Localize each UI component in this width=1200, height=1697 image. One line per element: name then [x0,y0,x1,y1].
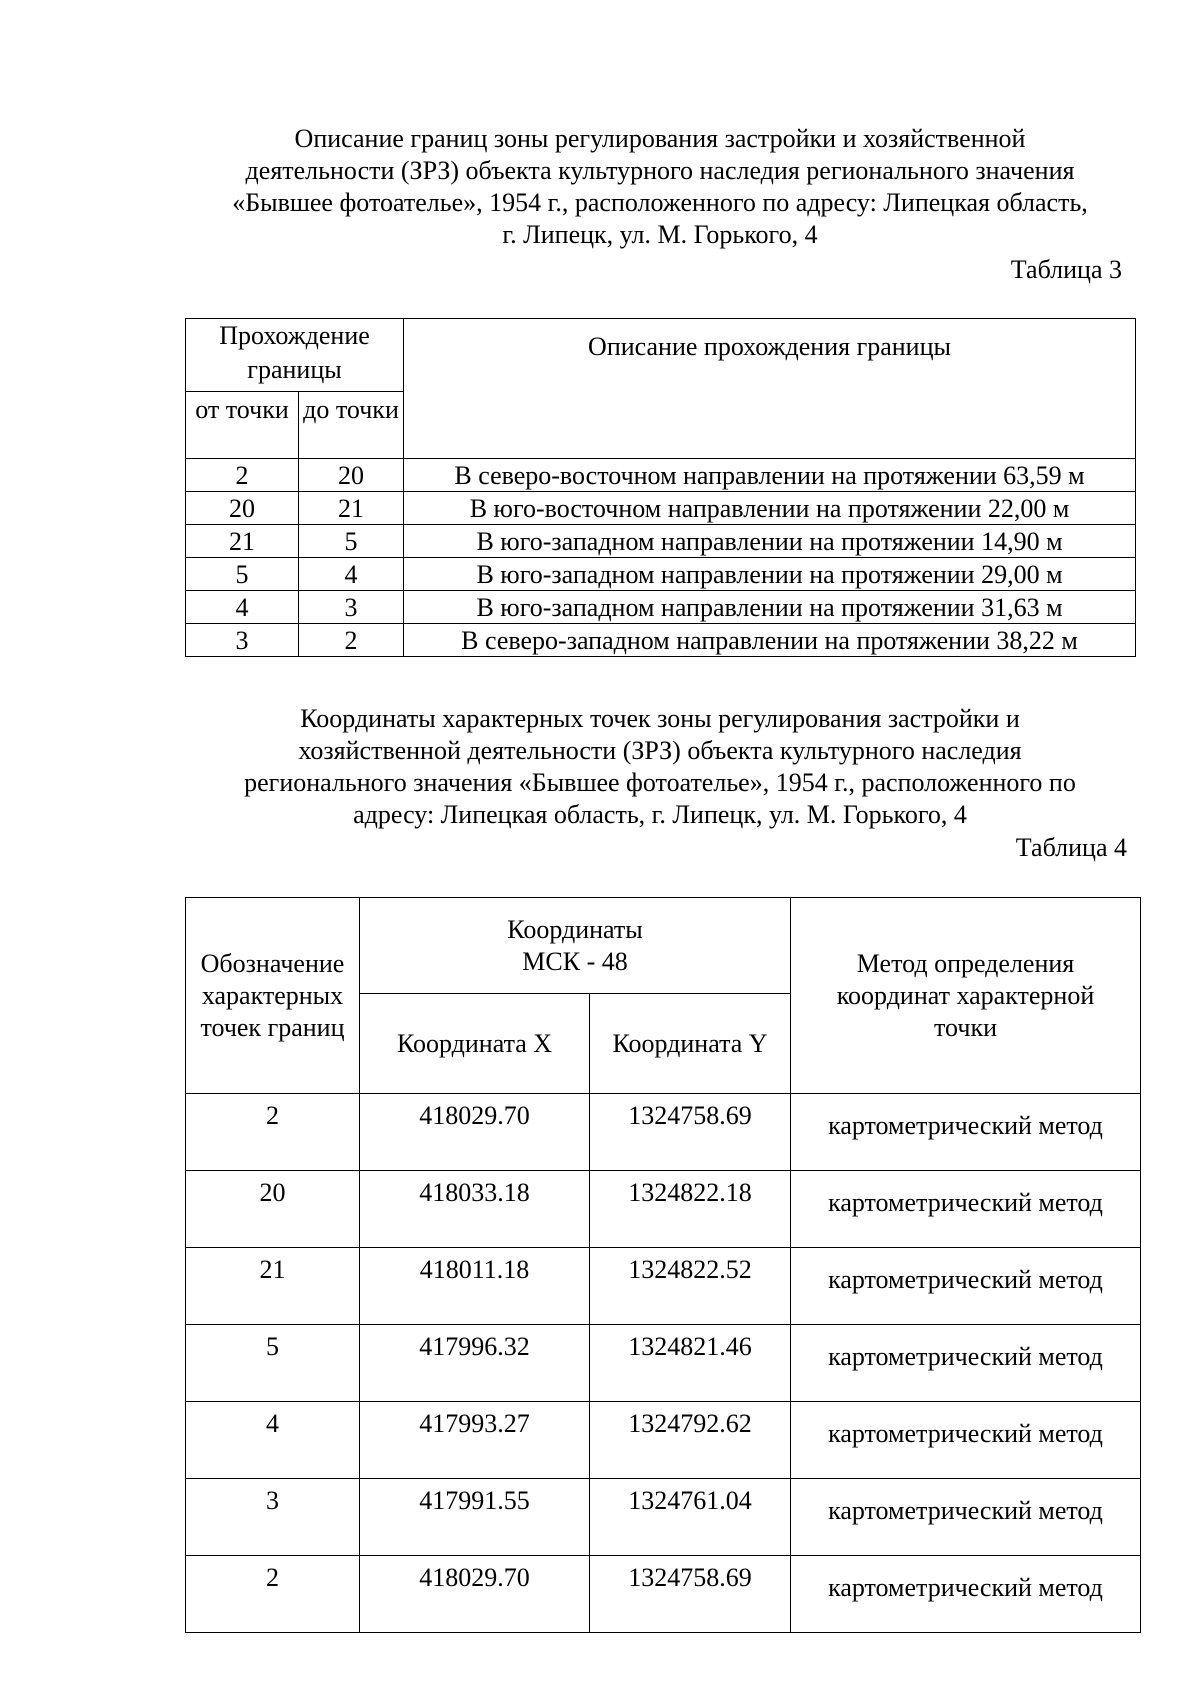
cell-from: 21 [186,525,299,558]
cell-point: 2 [186,1094,360,1171]
cell-desc: В юго-восточном направлении на протяжении 22,00 м [404,492,1136,525]
cell-to: 5 [299,525,404,558]
table-row [186,459,1136,492]
cell-y: 1324761.04 [590,1479,791,1556]
table3-title [180,123,1140,251]
cell-to: 21 [299,492,404,525]
cell-method: картометрический метод [791,1325,1141,1402]
title-line: адресу: Липецкая область, г. Липецк, ул. М. Горького, 4 [353,800,967,829]
cell-point: 2 [186,1556,360,1633]
table-row [186,1402,1141,1479]
cell-y: 1324822.18 [590,1171,791,1248]
cell-from: 20 [186,492,299,525]
title-line: «Бывшее фотоателье», 1954 г., расположенного по адресу: Липецкая область, [232,188,1088,217]
table4-title [180,703,1140,831]
cell-to: 2 [299,624,404,657]
table-row [186,591,1136,624]
header-description: Описание прохождения границы [404,319,1136,459]
table-row [186,1325,1141,1402]
cell-from: 4 [186,591,299,624]
table-row [186,1248,1141,1325]
title-line: Описание границ зоны регулирования застройки и хозяйственной [294,124,1026,153]
cell-x: 418029.70 [360,1556,590,1633]
cell-point: 20 [186,1171,360,1248]
table4-label: Таблица 4 [1015,833,1127,862]
cell-method: картометрический метод [791,1402,1141,1479]
cell-point: 5 [186,1325,360,1402]
cell-method: картометрический метод [791,1094,1141,1171]
boundary-description-table [185,318,1136,657]
table-row [186,558,1136,591]
header-passage: Прохождение границы [186,319,404,392]
cell-from: 3 [186,624,299,657]
table-row [186,1479,1141,1556]
title-line: хозяйственной деятельности (ЗРЗ) объекта культурного наследия [298,736,1022,765]
cell-to: 4 [299,558,404,591]
cell-y: 1324758.69 [590,1094,791,1171]
cell-x: 417993.27 [360,1402,590,1479]
cell-method: картометрический метод [791,1479,1141,1556]
cell-y: 1324792.62 [590,1402,791,1479]
cell-desc: В юго-западном направлении на протяжении 14,90 м [404,525,1136,558]
cell-y: 1324758.69 [590,1556,791,1633]
title-line: деятельности (ЗРЗ) объекта культурного наследия регионального значения [245,156,1075,185]
header-coords-label: Координаты [507,914,643,944]
table-row [186,1171,1141,1248]
cell-method: картометрический метод [791,1171,1141,1248]
cell-point: 4 [186,1402,360,1479]
table-row [186,1556,1141,1633]
cell-y: 1324821.46 [590,1325,791,1402]
cell-y: 1324822.52 [590,1248,791,1325]
table-row [186,525,1136,558]
cell-x: 418029.70 [360,1094,590,1171]
table-row [186,624,1136,657]
cell-to: 3 [299,591,404,624]
header-from: от точки [186,392,299,459]
cell-from: 2 [186,459,299,492]
header-to: до точки [299,392,404,459]
cell-desc: В северо-восточном направлении на протяжении 63,59 м [404,459,1136,492]
cell-x: 417991.55 [360,1479,590,1556]
header-designation: Обозначение характерных точек границ [186,898,360,1094]
header-y: Координата Y [590,994,791,1094]
cell-method: картометрический метод [791,1248,1141,1325]
title-line: регионального значения «Бывшее фотоателье», 1954 г., расположенного по [244,768,1076,797]
cell-to: 20 [299,459,404,492]
cell-desc: В северо-западном направлении на протяжении 38,22 м [404,624,1136,657]
cell-point: 21 [186,1248,360,1325]
cell-x: 417996.32 [360,1325,590,1402]
cell-from: 5 [186,558,299,591]
header-method: Метод определения координат характерной точки [791,898,1141,1094]
title-line: Координаты характерных точек зоны регулирования застройки и [300,704,1020,733]
coordinates-table [185,897,1141,1633]
header-x: Координата X [360,994,590,1094]
header-system-label: МСК - 48 [522,946,628,976]
cell-x: 418011.18 [360,1248,590,1325]
title-line: г. Липецк, ул. М. Горького, 4 [502,220,818,249]
cell-x: 418033.18 [360,1171,590,1248]
table3-label: Таблица 3 [1010,255,1122,284]
cell-method: картометрический метод [791,1556,1141,1633]
header-coordinates [360,898,791,994]
cell-point: 3 [186,1479,360,1556]
table-row [186,492,1136,525]
cell-desc: В юго-западном направлении на протяжении 31,63 м [404,591,1136,624]
table-row [186,1094,1141,1171]
cell-desc: В юго-западном направлении на протяжении 29,00 м [404,558,1136,591]
